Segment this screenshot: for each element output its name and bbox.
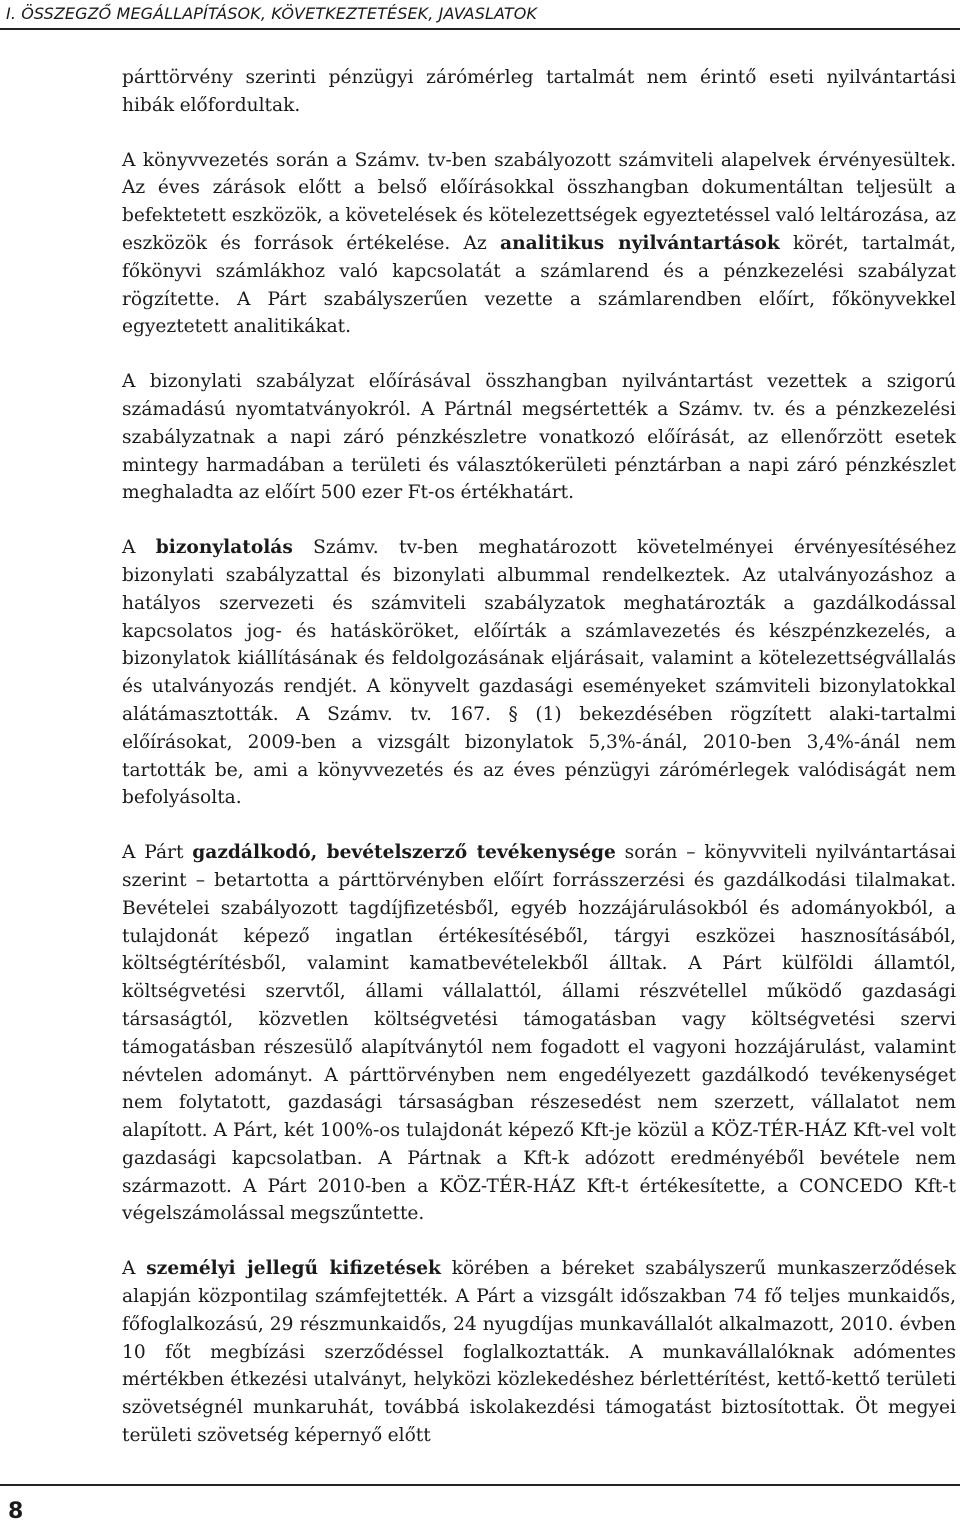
text-run: Számv. tv-ben meghatározott követelményei érvényesítéséhez bizonylati szabályzattal és bizonylati albummal rendelkeztek. Az utalványozáshoz a hatályos szervezeti és számviteli szabályzatok meghatározták a gazdálkodással kapcsolatos jog- és hatásköröket, előírták a számlavezetés és készpénzkezelés, a bizonylatok kiállításának és feldolgozásának eljárásait, valamint a kötelezettségvállalás és utalványozás rendjét. A könyvelt gazdasági eseményeket számviteli bizonylatokkal alátámasztották. A Számv. tv. 167. § (1) bekezdésében rögzített alaki-tartalmi előírásokat, 2009-ben a vizsgált bizonylatok 5,3%-ánál, 2010-ben 3,4%-ánál nem tartották be, ami a könyvvezetés és az éves pénzügyi zárómérlegek valódiságát nem befolyásolta.: [122, 537, 957, 809]
body-text: [122, 64, 956, 1477]
text-run: A: [122, 537, 156, 559]
paragraph-1: [122, 64, 956, 120]
section-title: I. ÖSSZEGZŐ MEGÁLLAPÍTÁSOK, KÖVETKEZTETÉSEK, JAVASLATOK: [6, 4, 538, 23]
paragraph-3: [122, 368, 956, 507]
bold-term: gazdálkodó, bevételszerző tevékenysége: [192, 842, 616, 864]
paragraph-6: [122, 1255, 956, 1450]
page-number: 8: [8, 1499, 24, 1524]
text-run: körében a béreket szabályszerű munkaszerződések alapján központilag számfejtették. A Párt a vizsgált időszakban 74 fő teljes munkaidős, főfoglalkozású, 29 részmunkaidős, 24 nyugdíjas munkavállalót alkalmazott, 2010. évben 10 főt megbízási szerződéssel foglalkoztatták. A munkavállalóknak adómentes mértékben étkezési utalványt, helyközi közlekedéshez bérlettérítést, kettő-kettő területi szövetségnél munkaruhát, továbbá iskolakezdési támogatást biztosítottak. Öt megyei területi szövetség képernyő előtt: [122, 1258, 957, 1447]
text-run: A bizonylati szabályzat előírásával összhangban nyilvántartást vezettek a szigorú számadású nyomtatványokról. A Pártnál megsértették a Számv. tv. és a pénzkezelési szabályzatnak a napi záró pénzkészletre vonatkozó előírását, az ellenőrzött esetek mintegy harmadában a területi és választókerületi pénztárban a napi záró pénzkészlet meghaladta az előírt 500 ezer Ft-os értékhatárt.: [122, 371, 956, 504]
text-run: párttörvény szerinti pénzügyi zárómérleg tartalmát nem érintő eseti nyilvántartási hibák előfordultak.: [122, 67, 956, 116]
text-run: körét, tartalmát, főkönyvi számlákhoz való kapcsolatát a számlarend és a pénzkezelési szabályzat rögzítette. A Párt szabályszerűen vezette a számlarendben előírt, főkönyvekkel egyeztetett analitikákat.: [122, 232, 956, 338]
page-header: [0, 0, 960, 30]
footer-rule: [0, 1484, 960, 1486]
text-run: során – könyvviteli nyilvántartásai szerint – betartotta a párttörvényben előírt forrásszerzési és gazdálkodási tilalmakat. Bevételei szabályozott tagdíjfizetésből, egyéb hozzájárulásokból és adományokból, a tulajdonát képező ingatlan értékesítéséből, tárgyi eszközei hasznosításából, költségtérítésből, valamint kamatbevételekből álltak. A Párt külföldi államtól, költségvetési szervtől, állami vállalattól, állami részvétellel működő gazdasági társaságtól, közvetlen költségvetési támogatásban vagy költségvetési szervi támogatásban részesülő alapítványtól nem fogadott el vagyoni hozzájárulást, valamint névtelen adományt. A párttörvényben nem engedélyezett gazdálkodó tevékenységet nem folytatott, gazdasági társaságban részesedést nem szerzett, vállalatot nem alapított. A Párt, két 100%-os tulajdonát képező Kft-je közül a KÖZ-TÉR-HÁZ Kft-vel volt gazdasági kapcsolatban. A Pártnak a Kft-k adózott eredményéből bevétele nem származott. A Párt 2010-ben a KÖZ-TÉR-HÁZ Kft-t értékesítette, a CONCEDO Kft-t végelszámolással megszűntette.: [122, 842, 957, 1225]
paragraph-4: [122, 534, 956, 812]
text-run: A könyvvezetés során a Számv. tv-ben szabályozott számviteli alapelvek érvényesültek. Az éves zárások előtt a belső előírásokkal összhangban dokumentáltan teljesült a befektetett eszközök, a követelések és kötelezettségek egyeztetéssel való leltározása, az eszközök és források értékelése. Az: [122, 149, 956, 254]
paragraph-5: [122, 839, 956, 1228]
bold-term: bizonylatolás: [155, 537, 293, 559]
text-run: A: [122, 1258, 147, 1280]
bold-term: személyi jellegű kifizetések: [146, 1258, 441, 1280]
paragraph-2: [122, 147, 956, 342]
text-run: A Párt: [122, 842, 193, 864]
bold-term: analitikus nyilvántartások: [500, 232, 780, 254]
